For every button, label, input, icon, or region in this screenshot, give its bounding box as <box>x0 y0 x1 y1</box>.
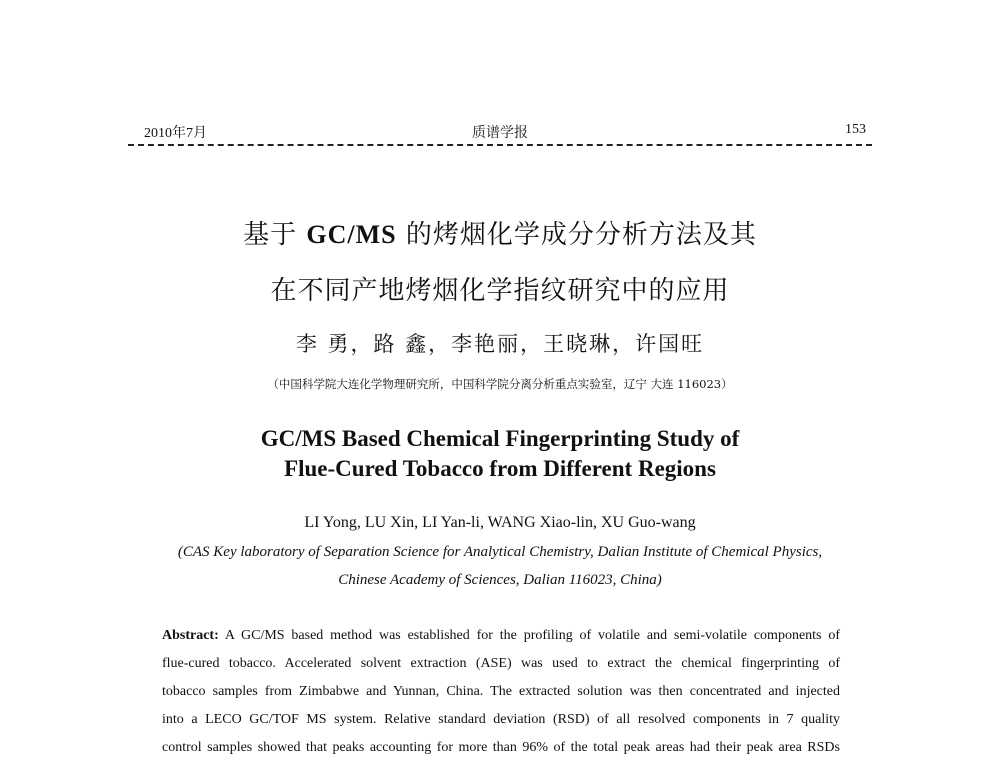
english-authors: LI Yong, LU Xin, LI Yan-li, WANG Xiao-lin, XU Guo-wang <box>304 514 696 531</box>
abstract-line-4: into a LECO GC/TOF MS system. Relative standard deviation (RSD) of all resolved components in 7 quality <box>162 712 840 727</box>
chinese-authors: 李 勇，路 鑫，李艳丽，王晓琳，许国旺 <box>295 332 705 356</box>
header-page-number: 153 <box>845 122 866 137</box>
header-date: 2010年7月 <box>144 126 207 141</box>
english-affiliation-line-2: Chinese Academy of Sciences, Dalian 116023, China) <box>338 572 662 588</box>
abstract-line-3: tobacco samples from Zimbabwe and Yunnan, China. The extracted solution was then concentrated and injected <box>162 684 840 699</box>
abstract-line-1 <box>162 628 840 644</box>
chinese-title-prefix: 基于 <box>243 220 298 250</box>
chinese-title-latin: GC/MS <box>306 220 397 249</box>
chinese-title-line-1 <box>0 214 1000 251</box>
english-title-line-2: Flue-Cured Tobacco from Different Regions <box>284 456 716 481</box>
abstract-text-1: A GC/MS based method was established for the profiling of volatile and semi-volatile components of <box>218 628 840 643</box>
running-header <box>128 122 872 142</box>
abstract-label: Abstract: <box>162 628 219 643</box>
header-divider <box>128 144 872 146</box>
chinese-title-line-2: 在不同产地烤烟化学指纹研究中的应用 <box>270 276 730 306</box>
english-title-line-1: GC/MS Based Chemical Fingerprinting Study of <box>260 426 740 451</box>
chinese-affiliation: （中国科学院大连化学物理研究所，中国科学院分离分析重点实验室，辽宁 大连 116023） <box>267 377 733 391</box>
abstract-line-5: control samples showed that peaks accounting for more than 96% of the total peak areas had their peak area RSDs <box>162 740 840 755</box>
header-journal: 质谱学报 <box>472 126 528 141</box>
chinese-title-suffix: 的烤烟化学成分分析方法及其 <box>405 220 757 250</box>
abstract-line-2: flue-cured tobacco. Accelerated solvent extraction (ASE) was used to extract the chemical fingerprinting of <box>162 656 840 671</box>
english-affiliation-line-1: (CAS Key laboratory of Separation Science for Analytical Chemistry, Dalian Institute of Chemical Physics, <box>177 544 823 560</box>
